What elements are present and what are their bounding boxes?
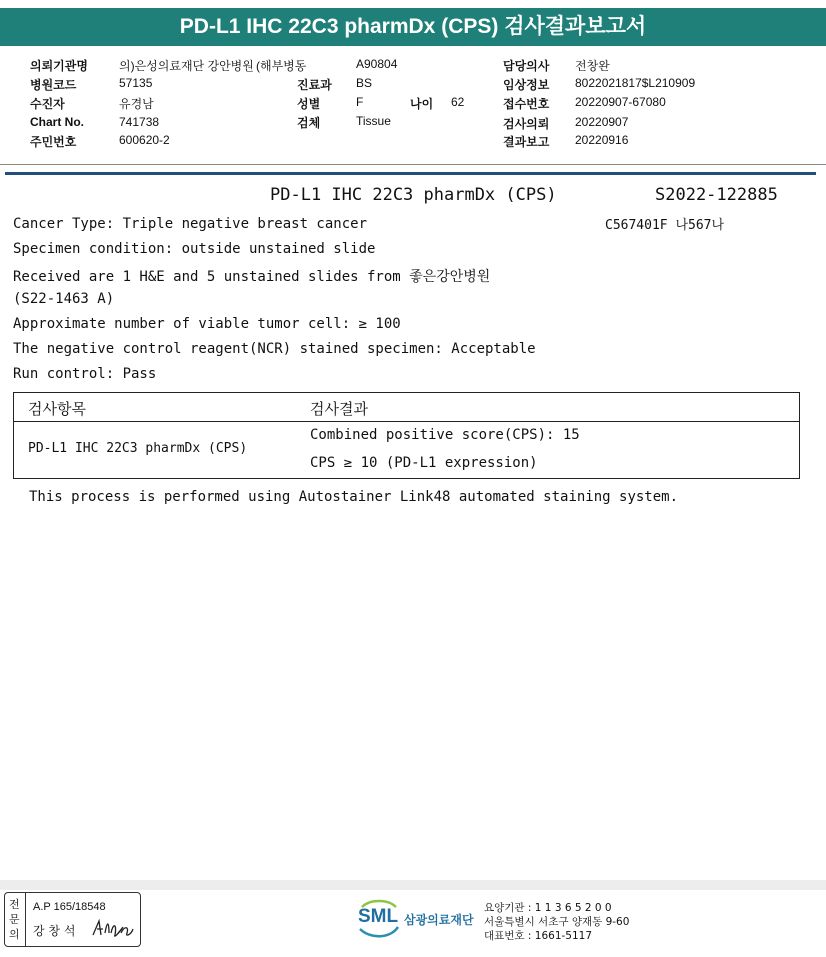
footer-band — [0, 880, 826, 890]
receipt-value: 20220907-67080 — [575, 95, 666, 109]
patient-value: 유경남 — [119, 97, 154, 111]
doctor-label: 담당의사 — [503, 59, 550, 73]
stamp-number: A.P 165/18548 — [33, 901, 106, 913]
finding-line: Run control: Pass — [13, 366, 157, 382]
stamp-side-label: 전문의 — [9, 898, 20, 941]
specimen-value: Tissue — [356, 114, 391, 128]
institution-code: 요양기관 : 1 1 3 6 5 2 0 0 — [484, 902, 612, 914]
finding-line: The negative control reagent(NCR) stained specimen: Acceptable — [13, 341, 536, 357]
signature-icon — [91, 917, 135, 941]
request-value: 20220907 — [575, 115, 629, 129]
sex-value: F — [356, 95, 364, 109]
report-top-rule — [5, 172, 816, 175]
dept-value: BS — [356, 76, 373, 90]
table-header-item: 검사항목 — [28, 400, 86, 418]
finding-line: Received are 1 H&E and 5 unstained slides from 좋은강안병원 — [13, 269, 491, 285]
finding-line: Approximate number of viable tumor cell: ≥ 100 — [13, 316, 401, 332]
age-value: 62 — [451, 95, 465, 109]
finding-line: Cancer Type: Triple negative breast cancer — [13, 216, 368, 232]
finding-line: (S22-1463 A) — [13, 291, 115, 307]
pathologist-name: 강 창 석 — [33, 924, 76, 938]
table-test-item: PD-L1 IHC 22C3 pharmDx (CPS) — [28, 441, 248, 456]
sex-label: 성별 — [297, 97, 321, 111]
age-label: 나이 — [410, 97, 434, 111]
report-date-value: 20220916 — [575, 133, 629, 147]
header-divider — [0, 164, 826, 165]
results-table — [13, 392, 800, 479]
table-result-cps: Combined positive score(CPS): 15 — [310, 427, 580, 443]
logo-text: SML — [358, 906, 399, 927]
institution-label: 의뢰기관명 — [30, 59, 88, 73]
table-header-divider — [14, 421, 799, 422]
dept-label: 진료과 — [297, 78, 332, 92]
hospital-code-label: 병원코드 — [30, 78, 77, 92]
chart-value: 741738 — [119, 115, 160, 129]
company-phone: 대표번호 : 1661-5117 — [484, 930, 593, 942]
table-header-result: 검사결과 — [310, 400, 368, 418]
process-note: This process is performed using Autostainer Link48 automated staining system. — [29, 489, 679, 505]
finding-line: Specimen condition: outside unstained slide — [13, 241, 376, 257]
patient-label: 수진자 — [30, 97, 65, 111]
receipt-label: 접수번호 — [503, 97, 550, 111]
report-title: PD-L1 IHC 22C3 pharmDx (CPS) 검사결과보고서 — [179, 15, 647, 38]
table-result-interpretation: CPS ≥ 10 (PD-L1 expression) — [310, 455, 538, 471]
institution-value: 의)은성의료재단 강안병원 — [119, 59, 254, 73]
report-title-bar — [0, 8, 826, 46]
clinical-value: 8022021817$L210909 — [575, 76, 696, 90]
pathologist-stamp — [4, 892, 141, 947]
report-test-title: PD-L1 IHC 22C3 pharmDx (CPS) — [270, 185, 557, 205]
hospital-code-value: 57135 — [119, 76, 153, 90]
report-date-label: 결과보고 — [503, 135, 550, 149]
company-address: 서울특별시 서초구 양재동 9-60 — [484, 916, 630, 928]
clinical-label: 임상정보 — [503, 78, 550, 92]
specimen-label: 검체 — [297, 116, 321, 130]
chart-label: Chart No. — [30, 115, 84, 129]
stamp-divider — [25, 893, 26, 946]
ward-value: A90804 — [356, 57, 398, 71]
company-name: 삼광의료재단 — [404, 913, 474, 927]
report-number: S2022-122885 — [655, 185, 778, 205]
reference-code: C567401F 나567나 — [605, 218, 725, 233]
request-label: 검사의뢰 — [503, 117, 550, 131]
rrn-value: 600620-2 — [119, 133, 170, 147]
ward-label: (해부병동 — [256, 59, 307, 73]
rrn-label: 주민번호 — [30, 135, 77, 149]
doctor-value: 전창완 — [575, 59, 610, 73]
